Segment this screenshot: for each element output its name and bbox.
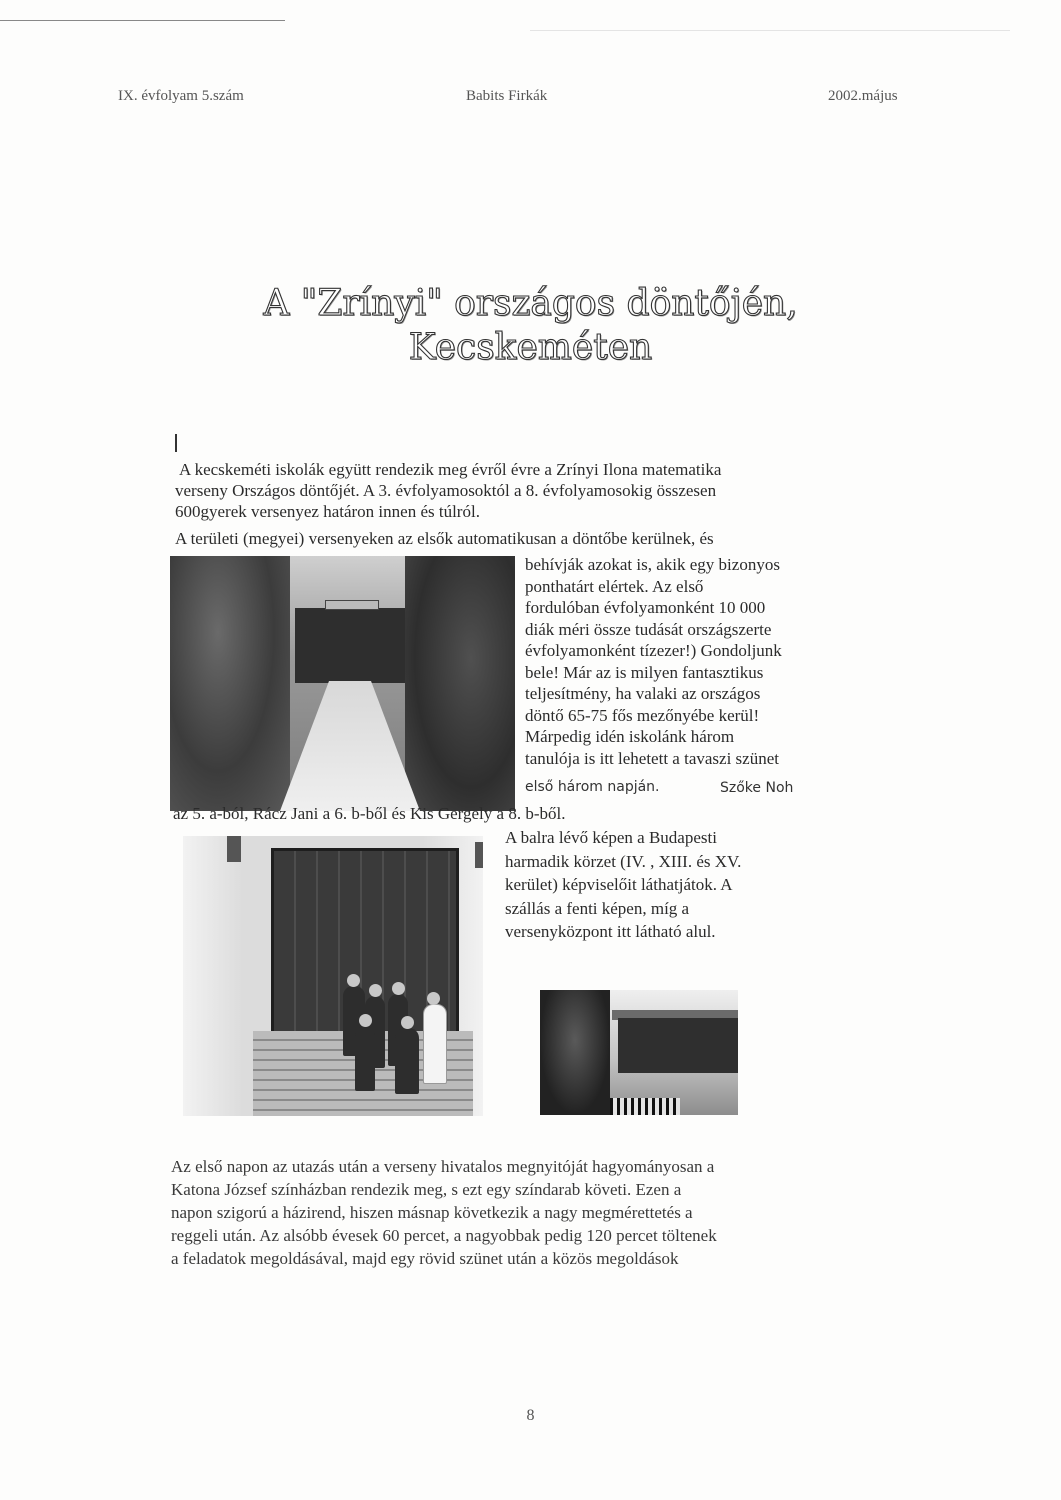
text-line: A kecskeméti iskolák együtt rendezik meg évről évre a Zrínyi Ilona matematika [179, 460, 722, 479]
text-line: döntő 65-75 fős mezőnyébe kerül! [525, 705, 760, 725]
header-issue: IX. évfolyam 5.szám [118, 88, 244, 104]
scan-artifact-line [0, 20, 285, 21]
author-name: Szőke Noh [720, 780, 794, 796]
names-line: az 5. a-ból, Rácz Jani a 6. b-ből és Kis Gergely a 8. b-ből. [173, 804, 566, 823]
page-title [0, 282, 1061, 370]
text-line: A területi (megyei) versenyeken az elsők automatikusan a döntőbe kerülnek, és [175, 529, 714, 548]
header-publication: Babits Firkák [466, 88, 548, 104]
text-line: versenyközpont itt látható alul. [505, 922, 716, 941]
title-line-2: Kecskeméten [408, 327, 653, 368]
text-line: napon szigorú a házirend, hiszen másnap következik a nagy megmérettetés a [171, 1203, 693, 1222]
overlap-line-left: első három napján. [525, 779, 660, 795]
photo-school-entrance [170, 556, 515, 811]
photo-competition-center [540, 990, 738, 1115]
header-date: 2002.május [828, 88, 898, 104]
text-line: a feladatok megoldásával, majd egy rövid szünet után a közös megoldások [171, 1249, 679, 1268]
text-cursor [175, 434, 177, 452]
text-line: bele! Már az is milyen fantasztikus [525, 662, 764, 682]
text-line: reggeli után. Az alsóbb évesek 60 percet, a nagyobbak pedig 120 percet töltenek [171, 1226, 717, 1245]
text-line: Az első napon az utazás után a verseny hivatalos megnyitóját hagyományosan a [171, 1157, 715, 1176]
text-line: 600gyerek versenyez határon innen és túlról. [175, 502, 480, 521]
text-line: harmadik körzet (IV. , XIII. és XV. [505, 851, 742, 871]
text-line: behívják azokat is, akik egy bizonyos [525, 555, 780, 574]
page-number: 8 [526, 1407, 535, 1424]
title-line-1: A "Zrínyi" országos döntőjén, [263, 283, 798, 324]
text-line: Katona József színházban rendezik meg, s ezt egy színdarab követi. Ezen a [171, 1180, 682, 1199]
text-line: Márpedig idén iskolánk három [525, 727, 735, 746]
photo-caption [505, 826, 805, 944]
text-line: fordulóban évfolyamonként 10 000 [525, 598, 766, 617]
text-line: szállás a fenti képen, míg a [505, 898, 690, 918]
text-line: teljesítmény, ha valaki az országos [525, 684, 761, 703]
right-column-text [525, 554, 855, 769]
text-line: tanulója is itt lehetett a tavaszi szünet [525, 748, 779, 768]
text-line: ponthatárt elértek. Az első [525, 576, 704, 596]
text-line: kerület) képviselőit láthatjátok. A [505, 875, 733, 894]
bottom-paragraph [171, 1155, 871, 1270]
intro-paragraph [175, 459, 855, 549]
text-line: A balra lévő képen a Budapesti [505, 828, 717, 847]
scan-artifact-line-faint [530, 30, 1010, 31]
photo-team-at-door [183, 836, 483, 1116]
text-line: diák méri össze tudását országszerte [525, 619, 772, 639]
text-line: évfolyamonként tízezer!) Gondoljunk [525, 641, 782, 660]
text-line: verseny Országos döntőjét. A 3. évfolyamosoktól a 8. évfolyamosokig összesen [175, 481, 717, 500]
